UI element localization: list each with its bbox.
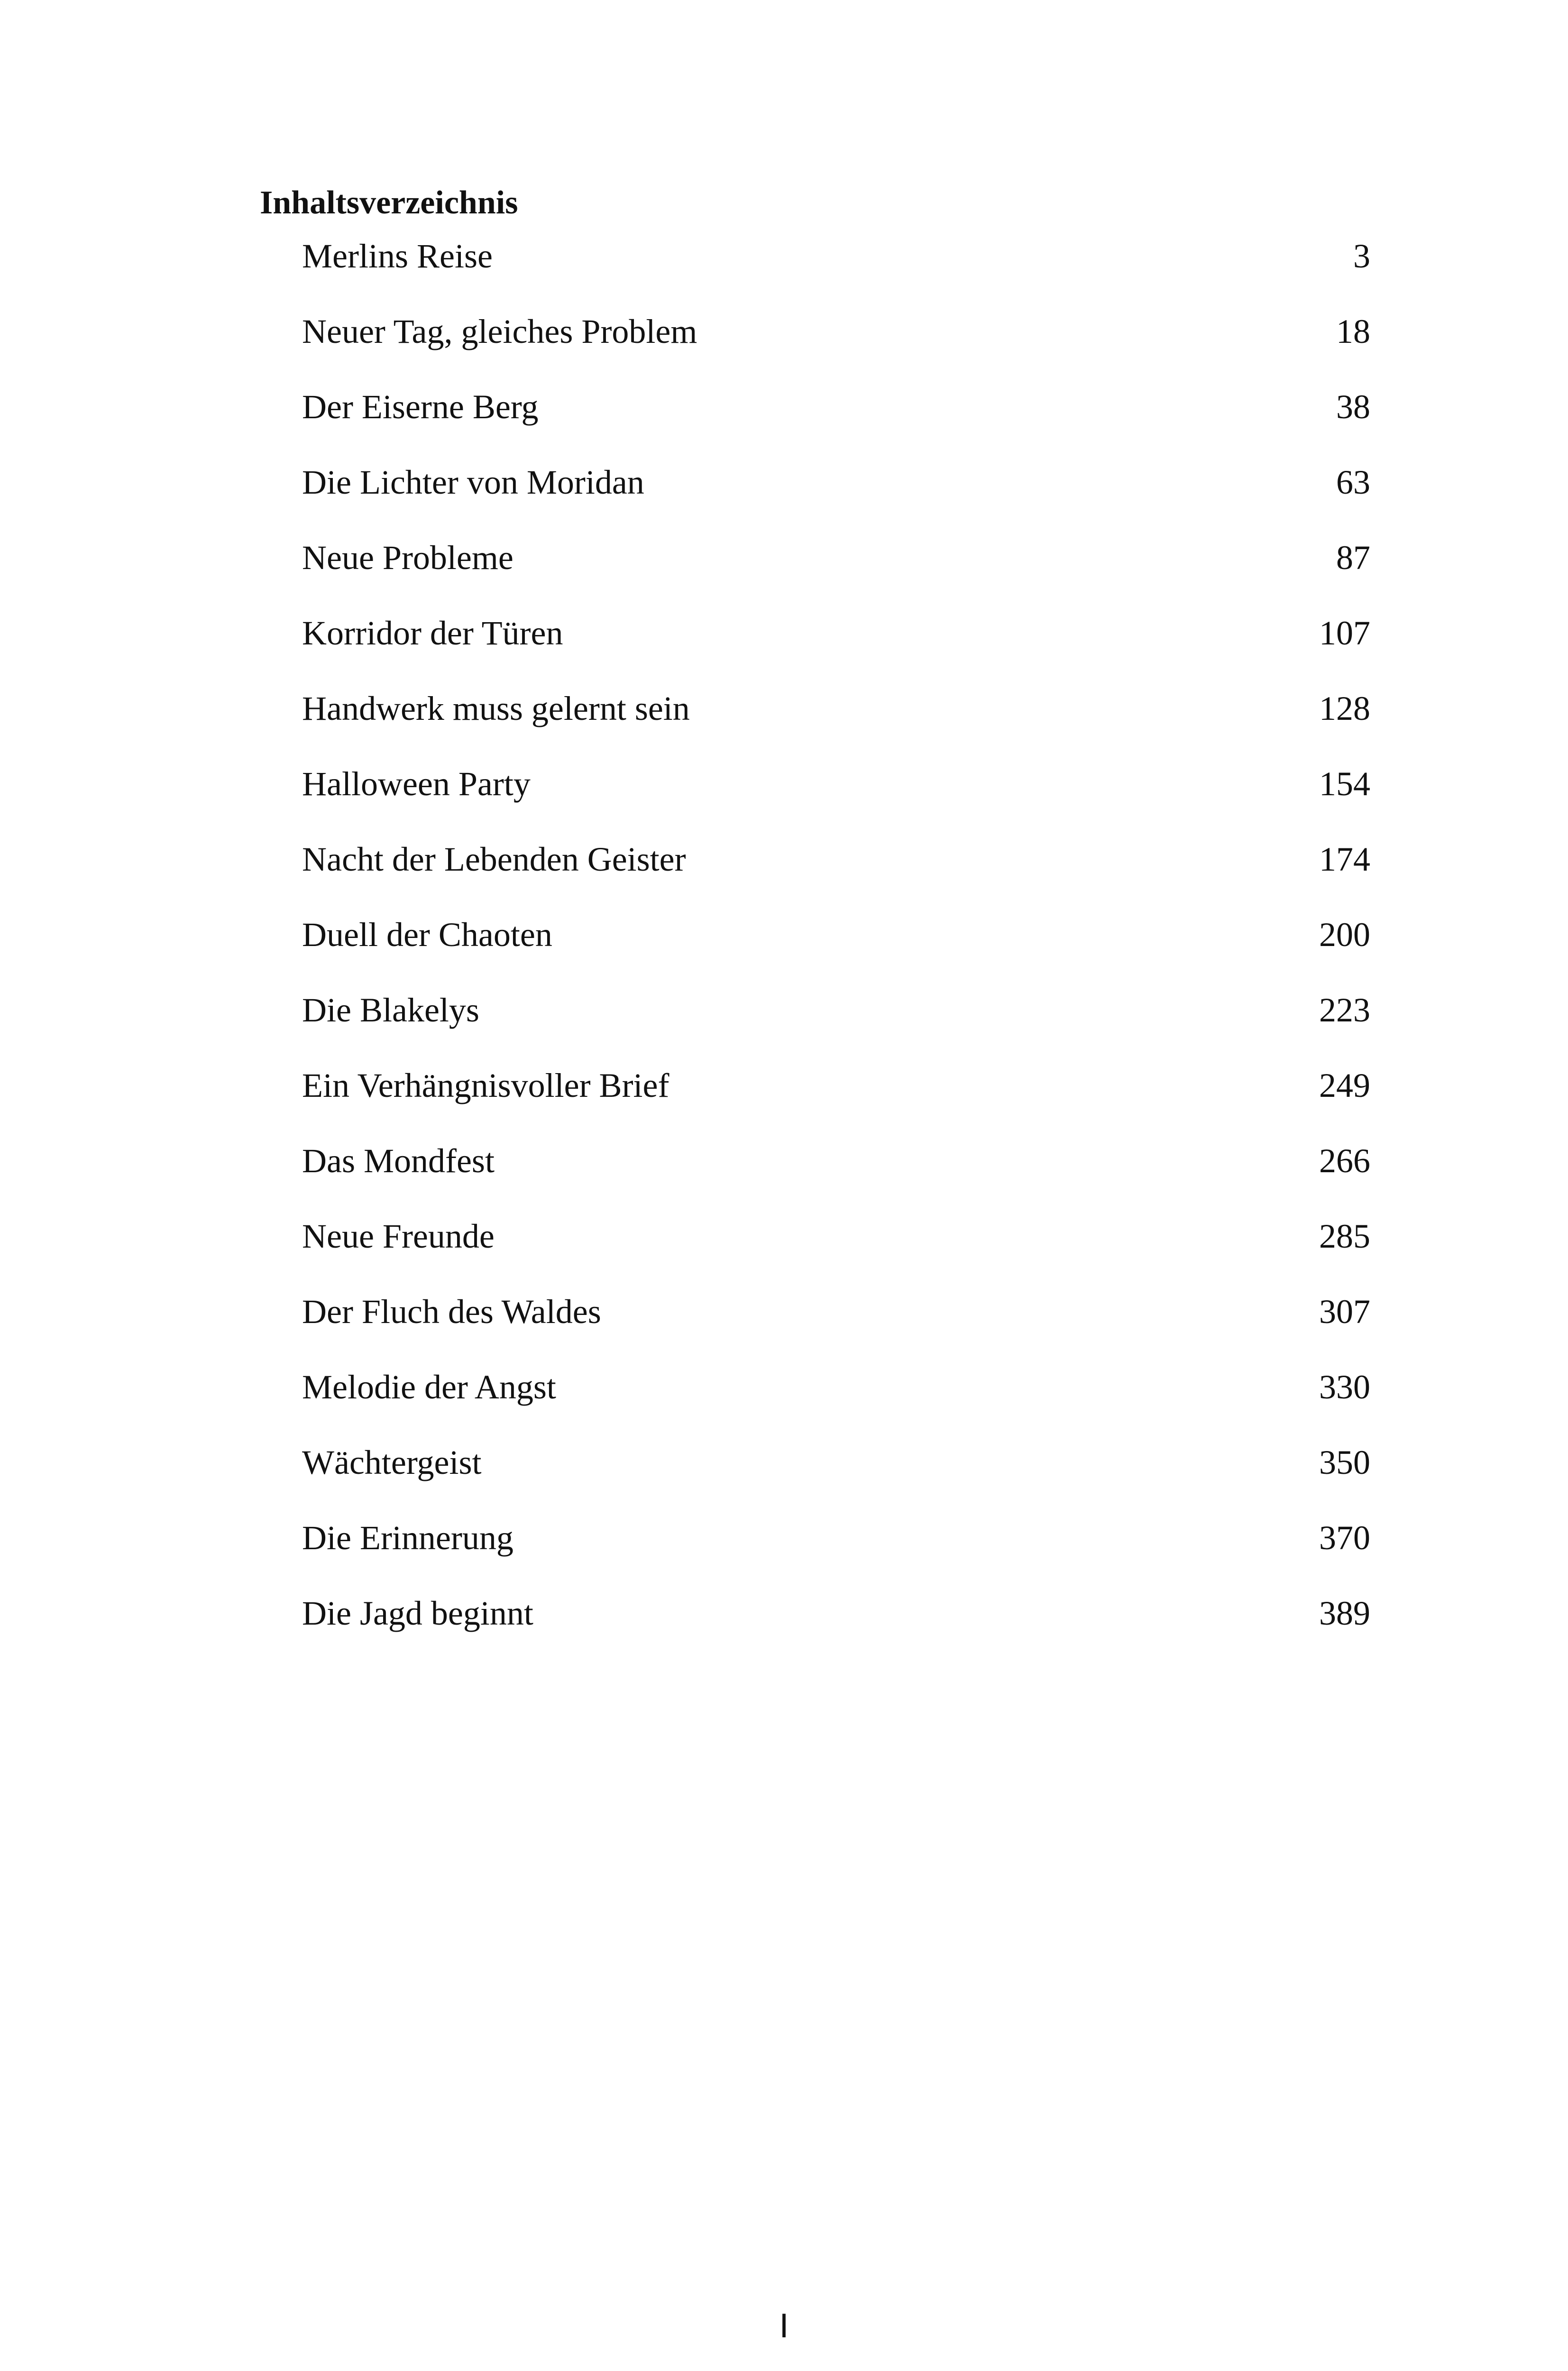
toc-entry bbox=[302, 685, 1370, 760]
toc-entry-page: 307 bbox=[1319, 1293, 1370, 1331]
toc-entry-title: Die Erinnerung bbox=[302, 1519, 513, 1557]
page-number: I bbox=[779, 2307, 789, 2345]
toc-entry-page: 154 bbox=[1319, 765, 1370, 803]
toc-entry-page: 330 bbox=[1319, 1368, 1370, 1406]
toc-entry-title: Neuer Tag, gleiches Problem bbox=[302, 312, 697, 350]
toc-entry bbox=[302, 1514, 1370, 1590]
toc-entry-title: Nacht der Lebenden Geister bbox=[302, 840, 686, 878]
toc-entry bbox=[302, 760, 1370, 836]
toc-entry-title: Die Jagd beginnt bbox=[302, 1594, 533, 1632]
toc-entry-page: 87 bbox=[1336, 539, 1370, 577]
toc-entry-title: Halloween Party bbox=[302, 765, 531, 803]
toc-entry-title: Die Blakelys bbox=[302, 991, 479, 1029]
toc-entry-page: 18 bbox=[1336, 312, 1370, 350]
toc-entry-title: Die Lichter von Moridan bbox=[302, 463, 644, 501]
toc-entry-page: 285 bbox=[1319, 1217, 1370, 1255]
toc-entry-title: Duell der Chaoten bbox=[302, 916, 552, 954]
toc-entry-page: 370 bbox=[1319, 1519, 1370, 1557]
toc-entry-page: 223 bbox=[1319, 991, 1370, 1029]
toc-entry-title: Handwerk muss gelernt sein bbox=[302, 689, 690, 727]
toc-heading: Inhaltsverzeichnis bbox=[260, 184, 518, 221]
toc-entry-page: 266 bbox=[1319, 1142, 1370, 1180]
toc-entry-title: Merlins Reise bbox=[302, 237, 493, 275]
toc-entry bbox=[302, 1062, 1370, 1137]
toc-entry-page: 389 bbox=[1319, 1594, 1370, 1632]
toc-entry bbox=[302, 1439, 1370, 1514]
toc-entry-page: 107 bbox=[1319, 614, 1370, 652]
toc-entry-page: 200 bbox=[1319, 916, 1370, 954]
toc-entry bbox=[302, 1213, 1370, 1288]
toc-entry-page: 350 bbox=[1319, 1443, 1370, 1481]
toc-entry-page: 249 bbox=[1319, 1066, 1370, 1104]
toc-entry-page: 128 bbox=[1319, 689, 1370, 727]
toc-entry-page: 174 bbox=[1319, 840, 1370, 878]
toc-entry-page: 38 bbox=[1336, 388, 1370, 426]
toc-entry-page: 3 bbox=[1353, 237, 1370, 275]
toc-entry bbox=[302, 1590, 1370, 1665]
toc-entry bbox=[302, 986, 1370, 1062]
toc-entry-title: Neue Probleme bbox=[302, 539, 513, 577]
toc-entry bbox=[302, 1137, 1370, 1213]
toc-entry bbox=[302, 383, 1370, 459]
toc-entry bbox=[302, 836, 1370, 911]
toc-entry-title: Das Mondfest bbox=[302, 1142, 495, 1180]
toc-entry-title: Der Eiserne Berg bbox=[302, 388, 539, 426]
toc-entry-title: Melodie der Angst bbox=[302, 1368, 556, 1406]
toc-entry bbox=[302, 534, 1370, 609]
toc-entry-title: Ein Verhängnisvoller Brief bbox=[302, 1066, 669, 1104]
toc-entry bbox=[302, 232, 1370, 308]
toc-entry bbox=[302, 459, 1370, 534]
toc-entry-title: Korridor der Türen bbox=[302, 614, 563, 652]
toc-entry-title: Wächtergeist bbox=[302, 1443, 482, 1481]
toc-entry-title: Neue Freunde bbox=[302, 1217, 495, 1255]
toc-entry-title: Der Fluch des Waldes bbox=[302, 1293, 601, 1331]
toc-entry bbox=[302, 911, 1370, 986]
toc-entry bbox=[302, 308, 1370, 383]
toc-entry bbox=[302, 1288, 1370, 1363]
toc-entry bbox=[302, 609, 1370, 685]
toc-entry bbox=[302, 1363, 1370, 1439]
toc-list bbox=[302, 232, 1370, 1665]
toc-entry-page: 63 bbox=[1336, 463, 1370, 501]
